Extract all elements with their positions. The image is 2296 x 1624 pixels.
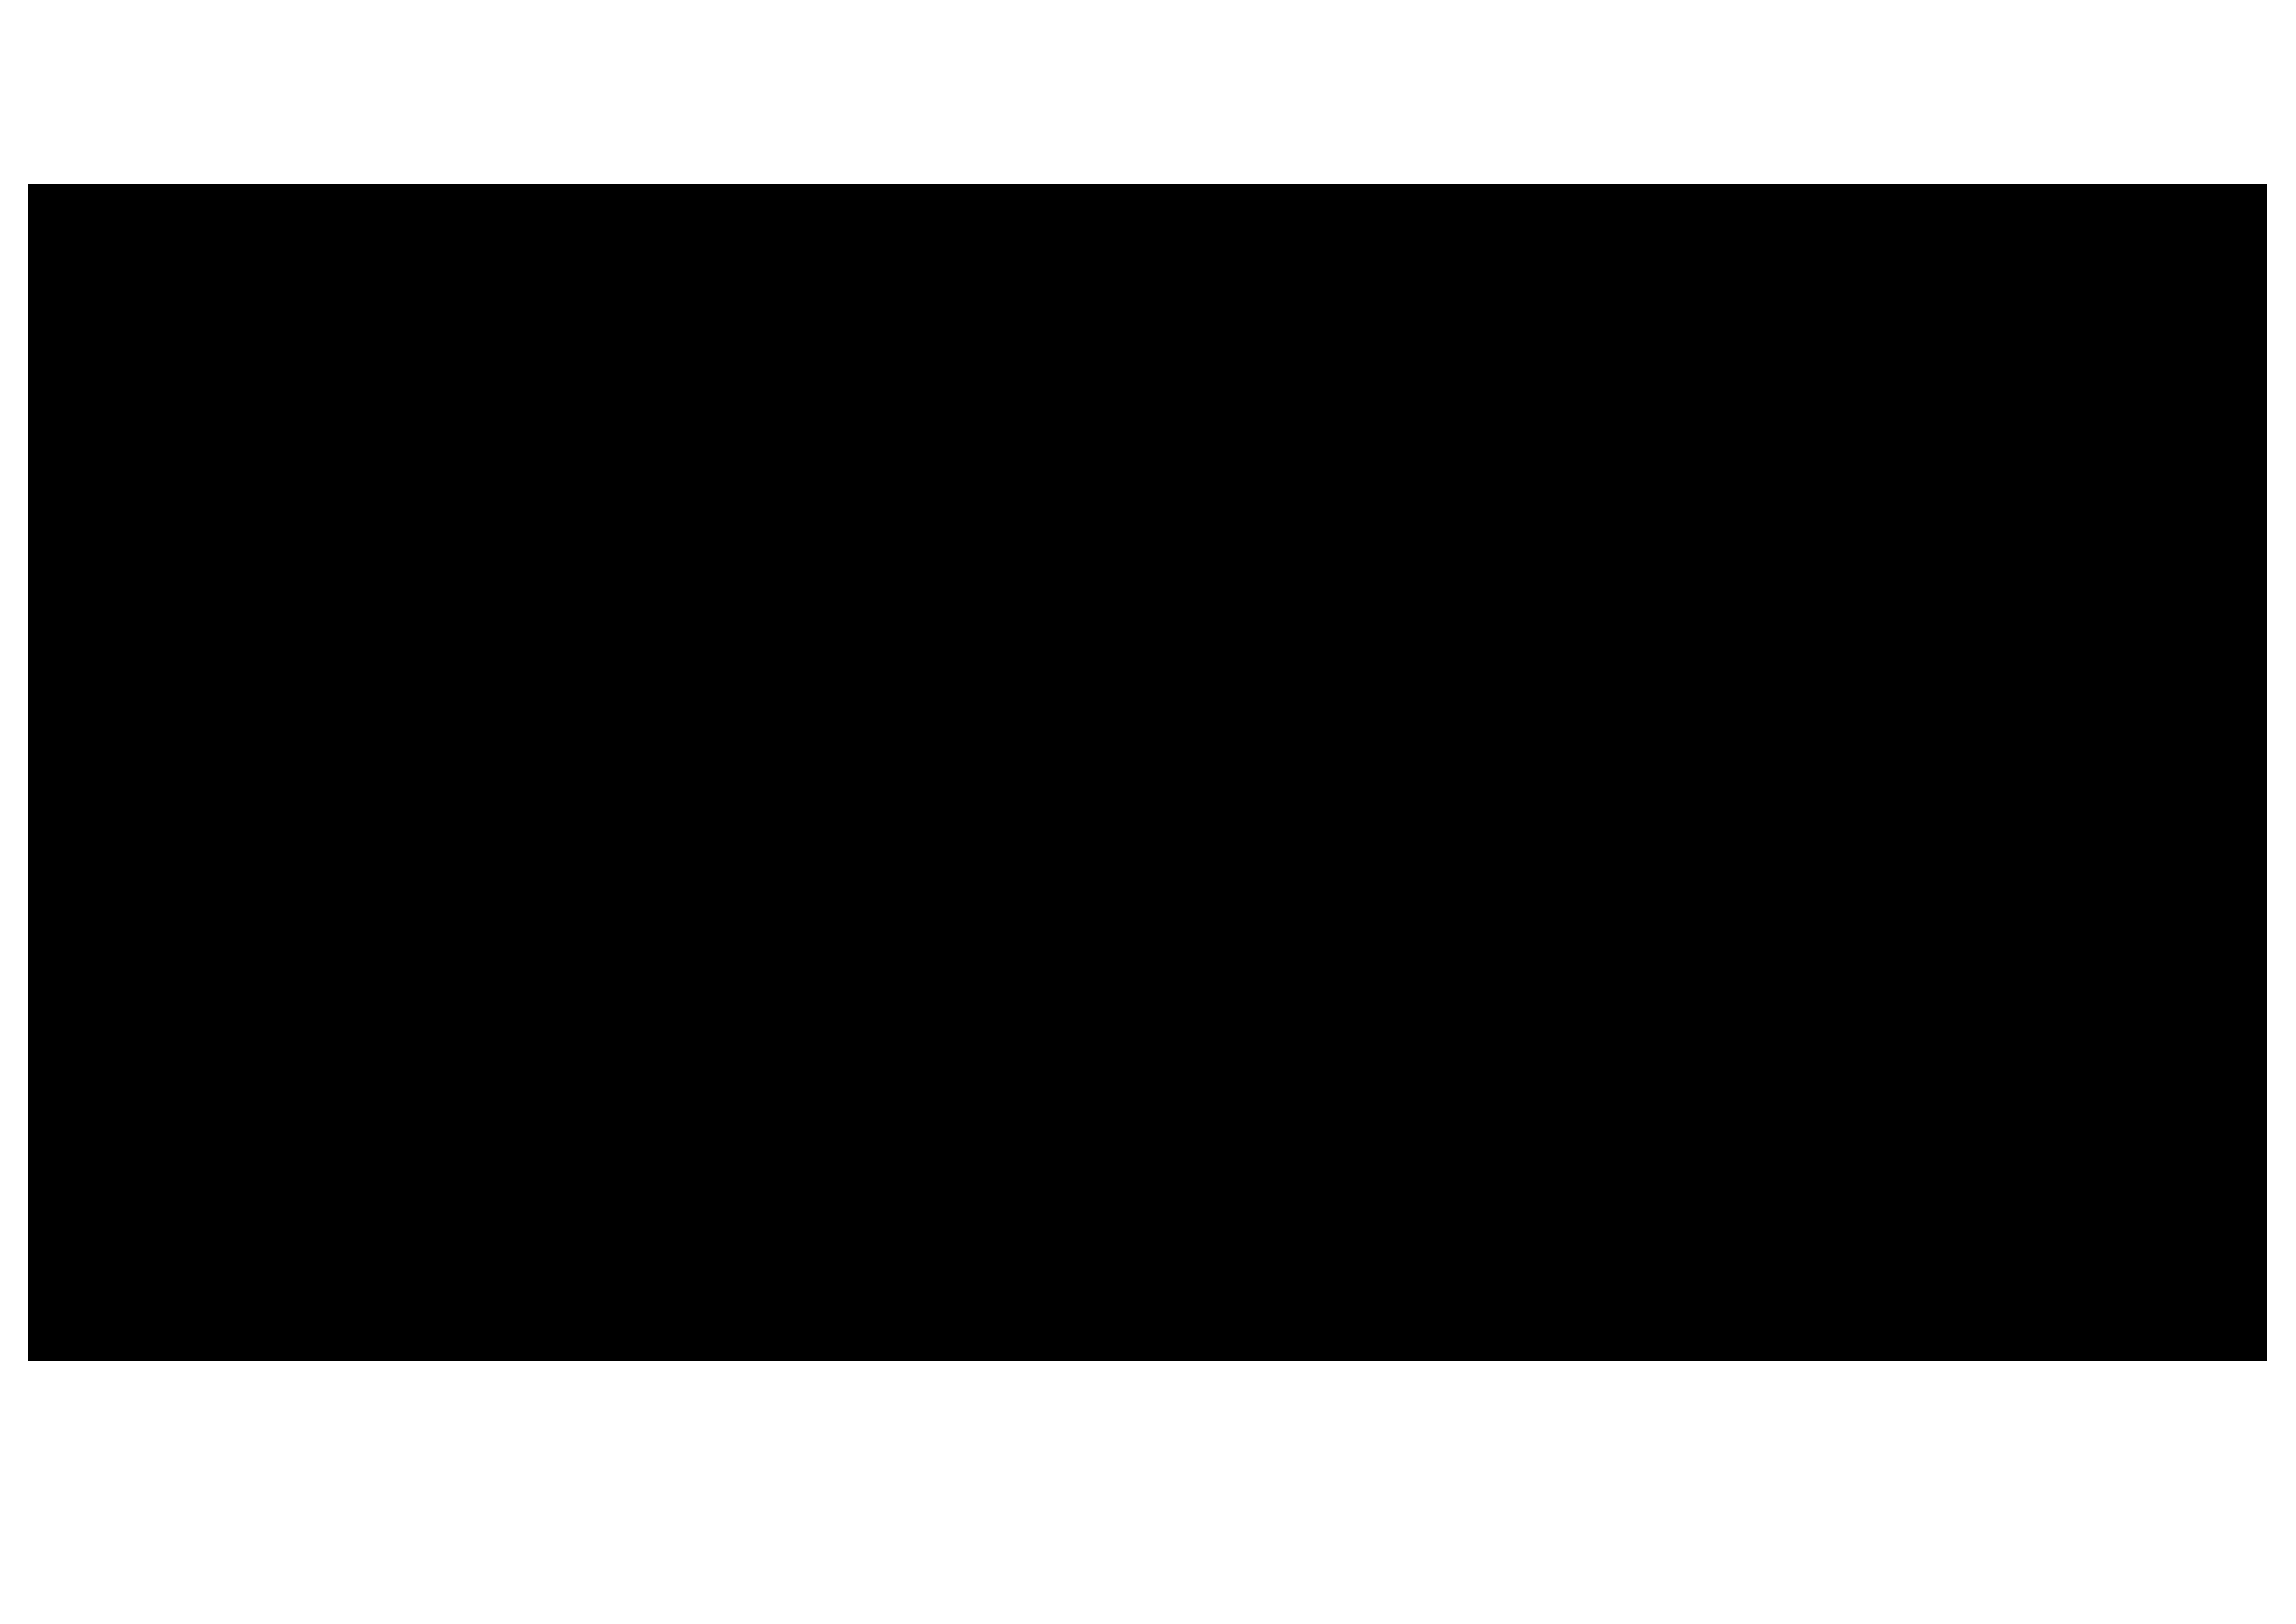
indicator-table bbox=[28, 184, 2267, 1361]
